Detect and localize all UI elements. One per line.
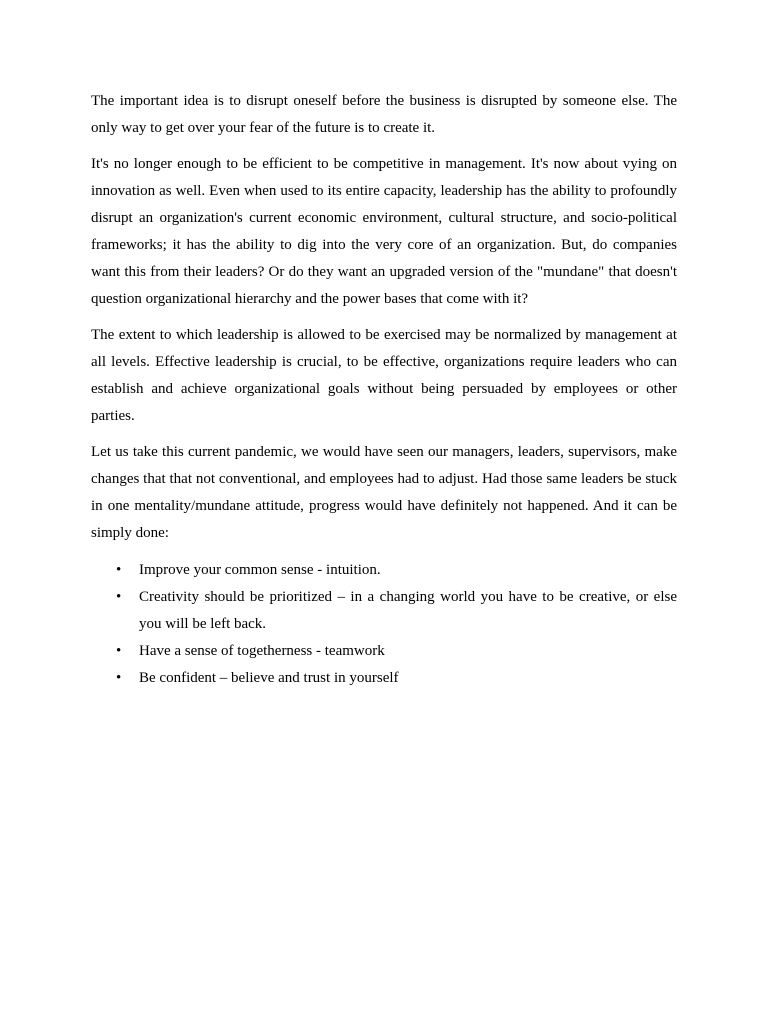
list-item <box>91 557 677 584</box>
list-item-text: Improve your common sense - intuition. <box>139 562 381 578</box>
list-item <box>91 665 677 692</box>
list-item-text: Have a sense of togetherness - teamwork <box>139 643 385 659</box>
bullet-icon: • <box>116 562 122 578</box>
paragraph-2: It's no longer enough to be efficient to be competitive in management. It's now about vying on innovation as well. Even when used to its entire capacity, leadership has the ability to profoundly disrupt an organization's current economic environment, cultural structure, and socio-political frameworks; it has the ability to dig into the very core of an organization. But, do companies want this from their leaders? Or do they want an upgraded version of the "mundane" that doesn't question organizational hierarchy and the power bases that come with it? <box>91 156 677 307</box>
paragraph-1: The important idea is to disrupt oneself before the business is disrupted by someone else. The only way to get over your fear of the future is to create it. <box>91 93 677 136</box>
document-page <box>91 88 677 692</box>
bullet-icon: • <box>116 643 122 659</box>
paragraph-3: The extent to which leadership is allowed to be exercised may be normalized by management at all levels. Effective leadership is crucial, to be effective, organizations require leaders who can establish and achieve organizational goals without being persuaded by employees or other parties. <box>91 327 677 424</box>
bullet-icon: • <box>116 670 122 686</box>
list-item-text: Be confident – believe and trust in yourself <box>139 670 399 686</box>
bullet-icon: • <box>116 589 122 605</box>
list-item <box>91 584 677 638</box>
bullet-list <box>91 557 677 692</box>
paragraph-4: Let us take this current pandemic, we would have seen our managers, leaders, supervisors, make changes that that not conventional, and employees had to adjust. Had those same leaders be stuck in one mentality/mundane attitude, progress would have definitely not happened. And it can be simply done: <box>91 444 677 541</box>
list-item <box>91 638 677 665</box>
list-item-text: Creativity should be prioritized – in a changing world you have to be creative, or else you will be left back. <box>139 589 677 632</box>
